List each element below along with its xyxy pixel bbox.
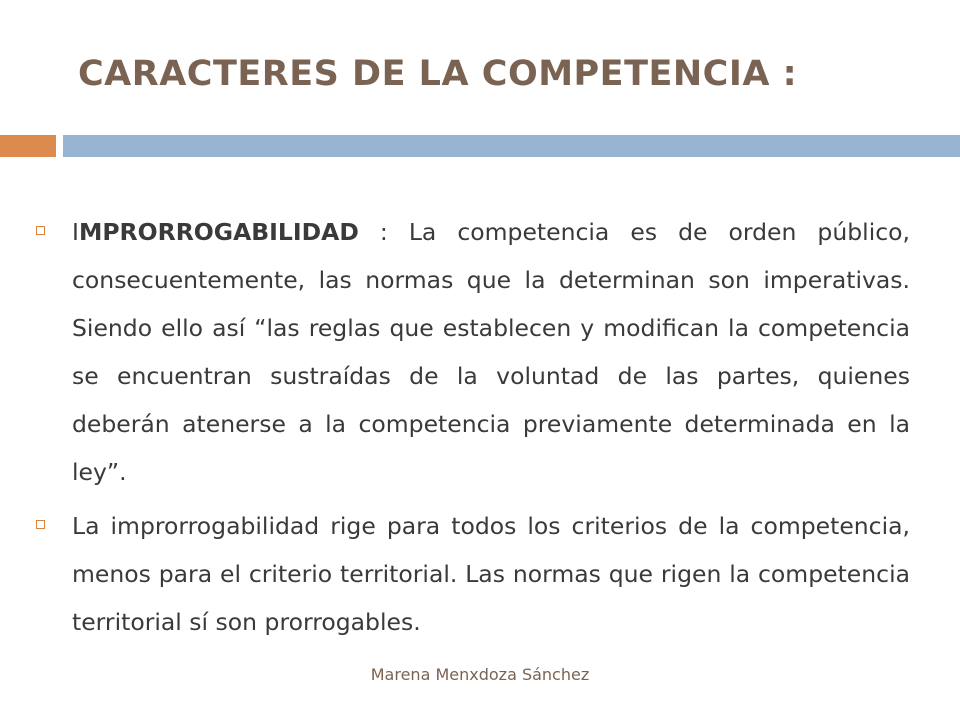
accent-bar-orange bbox=[0, 135, 56, 157]
hollow-square-bullet-icon bbox=[36, 226, 45, 235]
bullet-item bbox=[36, 502, 910, 646]
hollow-square-bullet-icon bbox=[36, 520, 45, 529]
bullet-text: La improrrogabilidad rige para todos los criterios de la competencia, menos para el criterio territorial. Las normas que rigen la competencia territorial sí son prorrogables. bbox=[72, 512, 910, 636]
bullet-item bbox=[36, 208, 910, 496]
accent-bar-blue bbox=[63, 135, 960, 157]
slide-content bbox=[36, 208, 910, 652]
bullet-lead-initial: I bbox=[72, 218, 79, 246]
bullet-lead-term: MPRORROGABILIDAD bbox=[78, 218, 359, 246]
slide-footer: Marena Menxdoza Sánchez bbox=[370, 665, 590, 684]
bullet-text bbox=[72, 208, 910, 496]
bullet-body: : La competencia es de orden público, consecuentemente, las normas que la determinan son imperativas. Siendo ello así “las reglas que establecen y modifican la competencia se encuentran sustraídas de la voluntad de las partes, quienes deberán atenerse a la competencia previamente determinada en la ley”. bbox=[72, 218, 910, 486]
slide-title: CARACTERES DE LA COMPETENCIA : bbox=[78, 54, 798, 94]
